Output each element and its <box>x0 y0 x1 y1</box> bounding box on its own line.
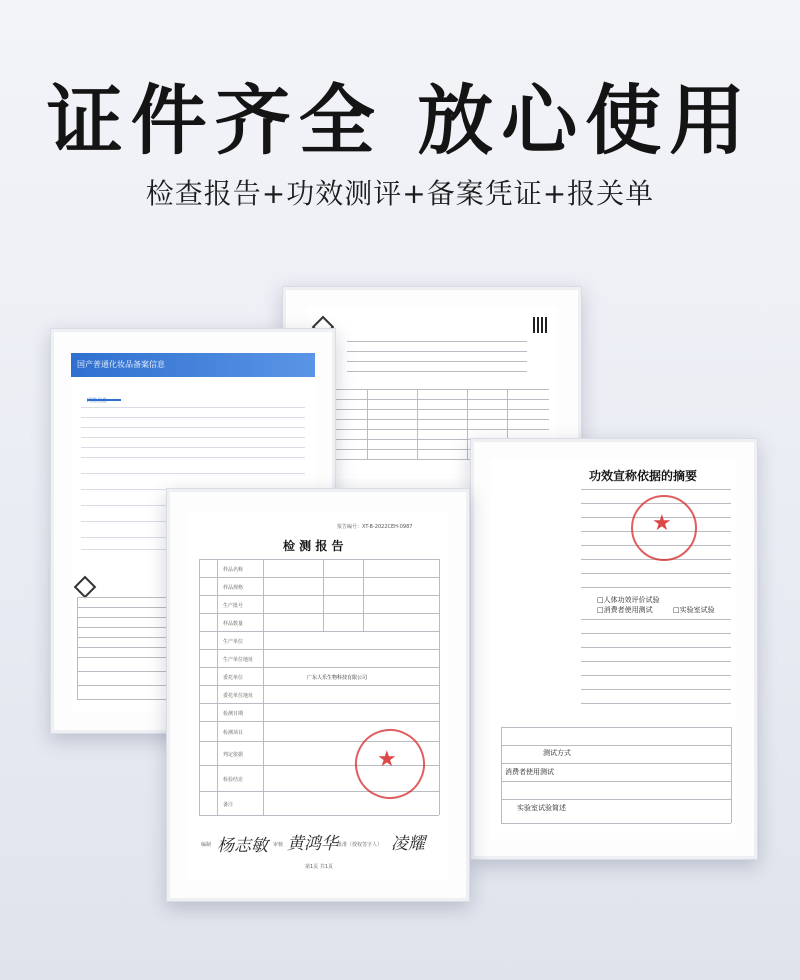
row-label-6: 委托单位 <box>223 675 244 681</box>
summary-option-3: □人体功效评价试验 <box>597 596 660 604</box>
signature-2: 黄鸿华 <box>287 834 338 854</box>
row-label-3: 样品数量 <box>223 621 244 627</box>
report-title: 检 测 报 告 <box>283 539 344 553</box>
row-label-5: 生产单位地址 <box>223 657 254 663</box>
row-label-4: 生产单位 <box>223 639 244 645</box>
signature-1: 杨志敏 <box>217 836 268 856</box>
report-page: 第1页 共1页 <box>305 864 333 870</box>
signer-label-3: 批准（授权签字人） <box>337 842 383 848</box>
filing-tab <box>87 387 121 404</box>
qr-code-icon <box>533 317 549 333</box>
filing-tab-label: 网络信息 <box>87 398 108 404</box>
row-label-11: 检验结论 <box>223 777 244 783</box>
row-label-0: 样品名称 <box>223 567 244 573</box>
frame-summary <box>470 438 758 860</box>
headline: 证件齐全 放心使用 <box>46 76 754 165</box>
signer-label-1: 编制 <box>201 842 212 848</box>
filing-banner-title: 国产普通化妆品备案信息 <box>77 360 165 369</box>
row-label-7: 委托单位地址 <box>223 693 254 699</box>
subline: 检查报告+功效测评+备案凭证+报关单 <box>145 177 655 210</box>
stamp-star-icon: ★ <box>652 511 672 536</box>
entrusting-company: 广东人乐生物科技有限公司 <box>307 675 368 681</box>
frame-test-report <box>166 488 470 902</box>
signer-label-2: 审核 <box>273 842 284 848</box>
doc-test-report <box>187 511 449 881</box>
signature-3: 凌耀 <box>391 834 425 854</box>
row-label-9: 检测项目 <box>223 730 244 736</box>
summary-title: 功效宣称依据的摘要 <box>589 469 698 483</box>
customs-logo-icon <box>74 576 97 599</box>
report-stamp-star-icon: ★ <box>377 747 397 772</box>
report-number: 报告编号：XT-B-2022CEH-0987 <box>337 524 413 530</box>
summary-label-consumer: 消费者使用测试 <box>505 768 554 776</box>
row-label-12: 备注 <box>223 802 234 808</box>
row-label-8: 检测日期 <box>223 711 244 717</box>
summary-option-1: □消费者使用测试 <box>597 606 653 614</box>
row-label-2: 生产批号 <box>223 603 244 609</box>
summary-label-method: 测试方式 <box>543 749 571 757</box>
doc-summary <box>491 459 737 839</box>
filing-banner <box>71 353 315 377</box>
summary-option-2: □实验室试验 <box>673 606 715 614</box>
row-label-1: 样品规格 <box>223 585 244 591</box>
summary-label-lab: 实验室试验简述 <box>517 804 566 812</box>
row-label-10: 判定依据 <box>223 752 244 758</box>
